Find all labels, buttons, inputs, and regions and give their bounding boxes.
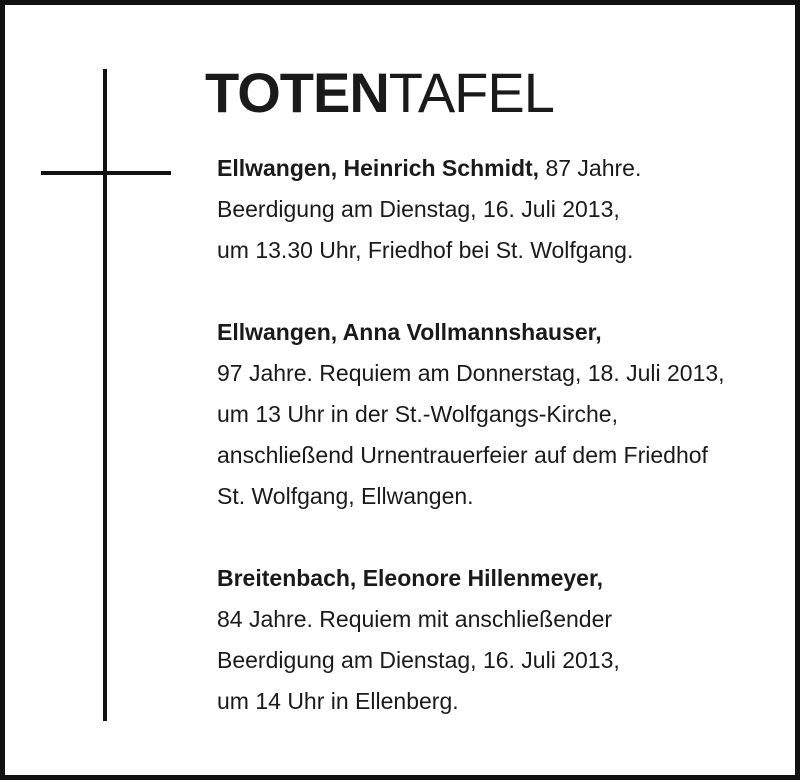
entry-line: Beerdigung am Dienstag, 16. Juli 2013, bbox=[217, 647, 620, 673]
entry-heading-rest: 87 Jahre. bbox=[539, 155, 642, 181]
entry-line: um 13.30 Uhr, Friedhof bei St. Wolfgang. bbox=[217, 237, 634, 263]
obituary-entry bbox=[217, 312, 777, 517]
title-light-part: TAFEL bbox=[388, 61, 554, 124]
entry-line: um 13 Uhr in der St.-Wolfgangs-Kirche, bbox=[217, 401, 618, 427]
obituary-list bbox=[217, 148, 777, 763]
cross-vertical-bar bbox=[103, 69, 107, 721]
obituary-entry bbox=[217, 558, 777, 722]
entry-line: Beerdigung am Dienstag, 16. Juli 2013, bbox=[217, 196, 620, 222]
entry-line: 97 Jahre. Requiem am Donnerstag, 18. Juli 2013, bbox=[217, 360, 725, 386]
entry-heading-line bbox=[217, 312, 777, 353]
title-bold-part: TOTEN bbox=[205, 61, 389, 124]
entry-line: anschließend Urnentrauerfeier auf dem Friedhof bbox=[217, 442, 708, 468]
obituary-entry bbox=[217, 148, 777, 271]
entry-heading-line bbox=[217, 148, 777, 189]
page-title bbox=[205, 61, 554, 125]
entry-heading: Ellwangen, Heinrich Schmidt, bbox=[217, 155, 540, 181]
entry-heading: Ellwangen, Anna Vollmannshauser, bbox=[217, 319, 602, 345]
entry-line: um 14 Uhr in Ellenberg. bbox=[217, 688, 459, 714]
entry-heading: Breitenbach, Eleonore Hillenmeyer, bbox=[217, 565, 604, 591]
entry-heading-line bbox=[217, 558, 777, 599]
entry-line: 84 Jahre. Requiem mit anschließender bbox=[217, 606, 613, 632]
cross-horizontal-bar bbox=[41, 171, 171, 175]
entry-line: St. Wolfgang, Ellwangen. bbox=[217, 483, 474, 509]
